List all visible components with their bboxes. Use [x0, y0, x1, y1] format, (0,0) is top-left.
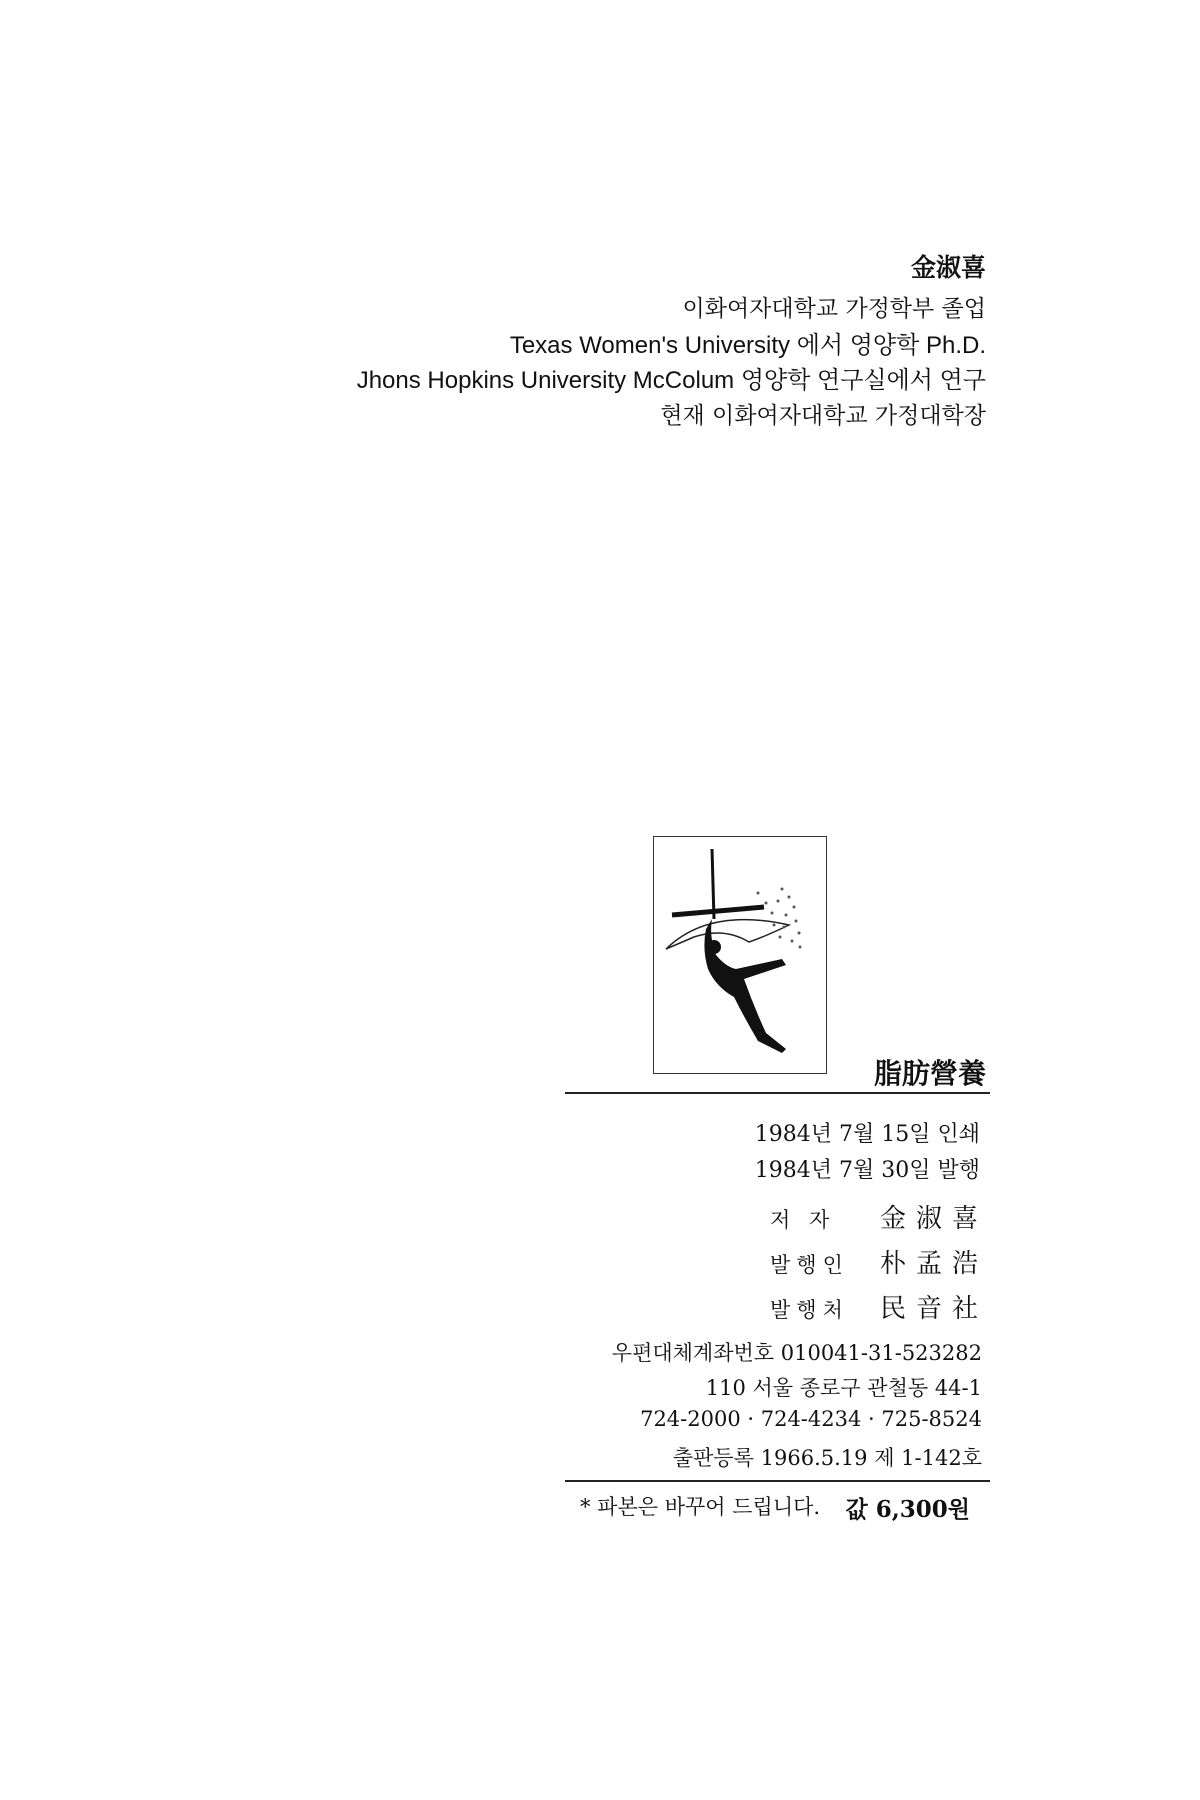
price: 값 6,300원 [845, 1496, 970, 1523]
credit-value: 朴孟浩 [880, 1249, 989, 1279]
publish-date: 1984년 7월 30일 발행 [754, 1158, 980, 1183]
divider-bottom [565, 1480, 990, 1482]
publisher-address: 110 서울 종로구 관철동 44-1 [705, 1376, 982, 1400]
credit-label: 저 자 [770, 1208, 836, 1232]
bio-line-research: Jhons Hopkins University McColum 영양학 연구실에서 연구 [356, 367, 986, 394]
bio-line-current: 현재 이화여자대학교 가정대학장 [660, 403, 986, 429]
credit-label: 발행인 [770, 1253, 849, 1277]
credit-label: 발행처 [770, 1298, 849, 1322]
divider-top [565, 1092, 990, 1094]
publishing-registration: 출판등록 1966.5.19 제 1-142호 [672, 1446, 982, 1470]
credit-publisher-person [770, 1243, 988, 1280]
publisher-phone: 724-2000 · 724-4234 · 725-8524 [640, 1407, 982, 1431]
credit-publisher-company [770, 1288, 988, 1325]
author-name: 金淑喜 [910, 253, 986, 282]
credit-author [770, 1198, 988, 1235]
postal-account: 우편대체계좌번호 010041-31-523282 [611, 1341, 982, 1365]
print-date: 1984년 7월 15일 인쇄 [754, 1122, 980, 1147]
publisher-logo-figure [653, 836, 827, 1074]
footer [580, 1491, 980, 1521]
bio-line-education: 이화여자대학교 가정학부 졸업 [682, 296, 986, 322]
book-title: 脂肪營養 [873, 1057, 986, 1090]
credit-value: 民音社 [880, 1294, 989, 1324]
bio-line-phd: Texas Women's University 에서 영양학 Ph.D. [509, 332, 986, 359]
exchange-notice: * 파본은 바꾸어 드립니다. [580, 1495, 821, 1519]
credit-value: 金淑喜 [880, 1204, 989, 1234]
